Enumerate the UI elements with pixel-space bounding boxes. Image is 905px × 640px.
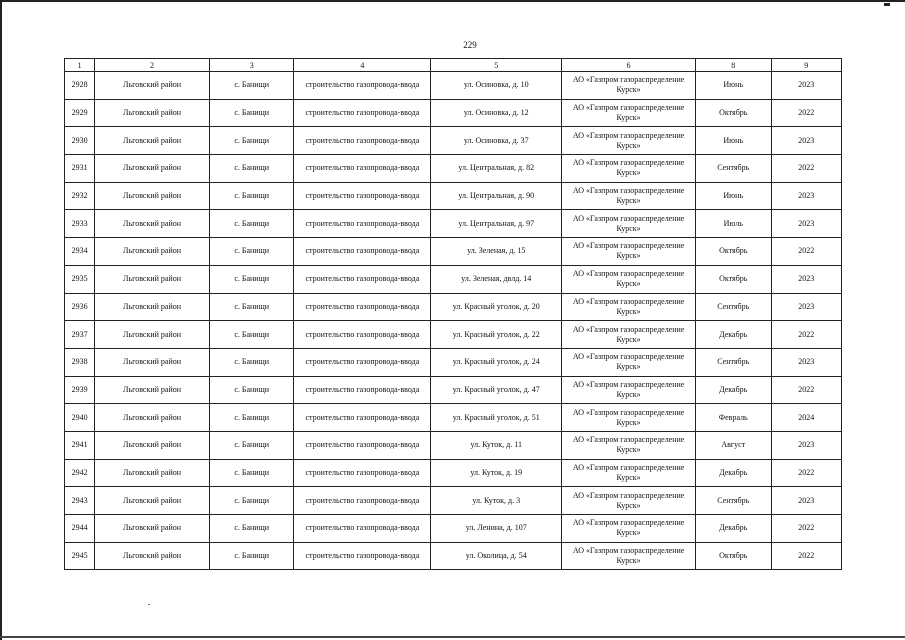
district-cell: Льговский район bbox=[95, 265, 210, 293]
locality-cell: с. Банищи bbox=[209, 238, 294, 266]
work-type-cell: строительство газопровода-ввода bbox=[294, 210, 431, 238]
row-number-cell: 2930 bbox=[65, 127, 95, 155]
row-number-cell: 2933 bbox=[65, 210, 95, 238]
year-cell: 2022 bbox=[771, 155, 842, 183]
district-cell: Льговский район bbox=[95, 459, 210, 487]
locality-cell: с. Банищи bbox=[209, 155, 294, 183]
address-cell: ул. Красный уголок, д. 24 bbox=[431, 348, 562, 376]
work-type-cell: строительство газопровода-ввода bbox=[294, 431, 431, 459]
district-cell: Льговский район bbox=[95, 99, 210, 127]
work-type-cell: строительство газопровода-ввода bbox=[294, 404, 431, 432]
scan-mark bbox=[884, 3, 890, 6]
year-cell: 2022 bbox=[771, 459, 842, 487]
organization-cell: АО «Газпром газораспределение Курск» bbox=[562, 321, 696, 349]
organization-cell: АО «Газпром газораспределение Курск» bbox=[562, 72, 696, 100]
row-number-cell: 2931 bbox=[65, 155, 95, 183]
district-cell: Льговский район bbox=[95, 182, 210, 210]
table-body bbox=[65, 72, 842, 570]
page-border-bottom bbox=[0, 636, 905, 638]
locality-cell: с. Банищи bbox=[209, 542, 294, 570]
district-cell: Льговский район bbox=[95, 348, 210, 376]
district-cell: Льговский район bbox=[95, 238, 210, 266]
month-cell: Декабрь bbox=[696, 459, 771, 487]
column-header: 4 bbox=[294, 59, 431, 72]
year-cell: 2023 bbox=[771, 127, 842, 155]
page-border-left bbox=[0, 0, 2, 640]
year-cell: 2023 bbox=[771, 265, 842, 293]
address-cell: ул. Ленина, д. 107 bbox=[431, 515, 562, 543]
page-border-top bbox=[0, 0, 905, 2]
address-cell: ул. Зеленая, двлд. 14 bbox=[431, 265, 562, 293]
work-type-cell: строительство газопровода-ввода bbox=[294, 293, 431, 321]
row-number-cell: 2942 bbox=[65, 459, 95, 487]
work-type-cell: строительство газопровода-ввода bbox=[294, 348, 431, 376]
address-cell: ул. Осиновка, д. 10 bbox=[431, 72, 562, 100]
locality-cell: с. Банищи bbox=[209, 515, 294, 543]
district-cell: Льговский район bbox=[95, 155, 210, 183]
address-cell: ул. Куток, д. 3 bbox=[431, 487, 562, 515]
work-type-cell: строительство газопровода-ввода bbox=[294, 321, 431, 349]
work-type-cell: строительство газопровода-ввода bbox=[294, 155, 431, 183]
table-row bbox=[65, 238, 842, 266]
address-cell: ул. Зеленая, д. 15 bbox=[431, 238, 562, 266]
row-number-cell: 2936 bbox=[65, 293, 95, 321]
year-cell: 2023 bbox=[771, 431, 842, 459]
row-number-cell: 2944 bbox=[65, 515, 95, 543]
locality-cell: с. Банищи bbox=[209, 487, 294, 515]
organization-cell: АО «Газпром газораспределение Курск» bbox=[562, 348, 696, 376]
work-type-cell: строительство газопровода-ввода bbox=[294, 459, 431, 487]
table-row bbox=[65, 127, 842, 155]
district-cell: Льговский район bbox=[95, 487, 210, 515]
month-cell: Сентябрь bbox=[696, 155, 771, 183]
month-cell: Июнь bbox=[696, 127, 771, 155]
year-cell: 2023 bbox=[771, 182, 842, 210]
table-row bbox=[65, 99, 842, 127]
scan-dot bbox=[148, 604, 150, 605]
address-cell: ул. Куток, д. 19 bbox=[431, 459, 562, 487]
month-cell: Февраль bbox=[696, 404, 771, 432]
organization-cell: АО «Газпром газораспределение Курск» bbox=[562, 99, 696, 127]
month-cell: Июль bbox=[696, 210, 771, 238]
district-cell: Льговский район bbox=[95, 515, 210, 543]
year-cell: 2022 bbox=[771, 515, 842, 543]
year-cell: 2022 bbox=[771, 238, 842, 266]
organization-cell: АО «Газпром газораспределение Курск» bbox=[562, 127, 696, 155]
table-row bbox=[65, 155, 842, 183]
work-type-cell: строительство газопровода-ввода bbox=[294, 487, 431, 515]
month-cell: Октябрь bbox=[696, 238, 771, 266]
district-cell: Льговский район bbox=[95, 293, 210, 321]
table-row bbox=[65, 293, 842, 321]
work-type-cell: строительство газопровода-ввода bbox=[294, 542, 431, 570]
column-header: 5 bbox=[431, 59, 562, 72]
year-cell: 2022 bbox=[771, 321, 842, 349]
address-cell: ул. Красный уголок, д. 20 bbox=[431, 293, 562, 321]
table-row bbox=[65, 321, 842, 349]
address-cell: ул. Центральная, д. 90 bbox=[431, 182, 562, 210]
organization-cell: АО «Газпром газораспределение Курск» bbox=[562, 404, 696, 432]
district-cell: Льговский район bbox=[95, 376, 210, 404]
work-type-cell: строительство газопровода-ввода bbox=[294, 515, 431, 543]
row-number-cell: 2934 bbox=[65, 238, 95, 266]
locality-cell: с. Банищи bbox=[209, 293, 294, 321]
locality-cell: с. Банищи bbox=[209, 265, 294, 293]
table-row bbox=[65, 182, 842, 210]
month-cell: Сентябрь bbox=[696, 487, 771, 515]
organization-cell: АО «Газпром газораспределение Курск» bbox=[562, 182, 696, 210]
year-cell: 2023 bbox=[771, 348, 842, 376]
year-cell: 2023 bbox=[771, 293, 842, 321]
locality-cell: с. Банищи bbox=[209, 431, 294, 459]
locality-cell: с. Банищи bbox=[209, 182, 294, 210]
work-type-cell: строительство газопровода-ввода bbox=[294, 127, 431, 155]
address-cell: ул. Красный уголок, д. 51 bbox=[431, 404, 562, 432]
row-number-cell: 2945 bbox=[65, 542, 95, 570]
row-number-cell: 2937 bbox=[65, 321, 95, 349]
district-cell: Льговский район bbox=[95, 72, 210, 100]
column-number-row bbox=[65, 59, 842, 72]
year-cell: 2023 bbox=[771, 72, 842, 100]
organization-cell: АО «Газпром газораспределение Курск» bbox=[562, 542, 696, 570]
month-cell: Октябрь bbox=[696, 99, 771, 127]
row-number-cell: 2929 bbox=[65, 99, 95, 127]
year-cell: 2023 bbox=[771, 210, 842, 238]
table-row bbox=[65, 542, 842, 570]
table-row bbox=[65, 72, 842, 100]
organization-cell: АО «Газпром газораспределение Курск» bbox=[562, 293, 696, 321]
row-number-cell: 2938 bbox=[65, 348, 95, 376]
year-cell: 2024 bbox=[771, 404, 842, 432]
table-row bbox=[65, 404, 842, 432]
locality-cell: с. Банищи bbox=[209, 376, 294, 404]
year-cell: 2022 bbox=[771, 376, 842, 404]
organization-cell: АО «Газпром газораспределение Курск» bbox=[562, 265, 696, 293]
table-row bbox=[65, 431, 842, 459]
table-row bbox=[65, 376, 842, 404]
work-type-cell: строительство газопровода-ввода bbox=[294, 72, 431, 100]
row-number-cell: 2943 bbox=[65, 487, 95, 515]
row-number-cell: 2935 bbox=[65, 265, 95, 293]
row-number-cell: 2928 bbox=[65, 72, 95, 100]
table-row bbox=[65, 459, 842, 487]
year-cell: 2022 bbox=[771, 542, 842, 570]
month-cell: Август bbox=[696, 431, 771, 459]
month-cell: Сентябрь bbox=[696, 348, 771, 376]
district-cell: Льговский район bbox=[95, 321, 210, 349]
organization-cell: АО «Газпром газораспределение Курск» bbox=[562, 431, 696, 459]
column-header: 3 bbox=[209, 59, 294, 72]
organization-cell: АО «Газпром газораспределение Курск» bbox=[562, 459, 696, 487]
address-cell: ул. Красный уголок, д. 47 bbox=[431, 376, 562, 404]
address-cell: ул. Осиновка, д. 12 bbox=[431, 99, 562, 127]
row-number-cell: 2941 bbox=[65, 431, 95, 459]
row-number-cell: 2932 bbox=[65, 182, 95, 210]
month-cell: Июнь bbox=[696, 182, 771, 210]
organization-cell: АО «Газпром газораспределение Курск» bbox=[562, 487, 696, 515]
month-cell: Июнь bbox=[696, 72, 771, 100]
table-row bbox=[65, 487, 842, 515]
organization-cell: АО «Газпром газораспределение Курск» bbox=[562, 210, 696, 238]
locality-cell: с. Банищи bbox=[209, 72, 294, 100]
work-type-cell: строительство газопровода-ввода bbox=[294, 238, 431, 266]
locality-cell: с. Банищи bbox=[209, 321, 294, 349]
column-header: 6 bbox=[562, 59, 696, 72]
row-number-cell: 2939 bbox=[65, 376, 95, 404]
registry-table bbox=[64, 58, 842, 570]
column-header: 1 bbox=[65, 59, 95, 72]
district-cell: Льговский район bbox=[95, 542, 210, 570]
column-header: 9 bbox=[771, 59, 842, 72]
address-cell: ул. Красный уголок, д. 22 bbox=[431, 321, 562, 349]
month-cell: Сентябрь bbox=[696, 293, 771, 321]
locality-cell: с. Банищи bbox=[209, 404, 294, 432]
work-type-cell: строительство газопровода-ввода bbox=[294, 182, 431, 210]
column-header: 8 bbox=[696, 59, 771, 72]
organization-cell: АО «Газпром газораспределение Курск» bbox=[562, 376, 696, 404]
month-cell: Октябрь bbox=[696, 265, 771, 293]
month-cell: Декабрь bbox=[696, 321, 771, 349]
row-number-cell: 2940 bbox=[65, 404, 95, 432]
month-cell: Октябрь bbox=[696, 542, 771, 570]
table-row bbox=[65, 348, 842, 376]
address-cell: ул. Околица, д. 54 bbox=[431, 542, 562, 570]
address-cell: ул. Центральная, д. 97 bbox=[431, 210, 562, 238]
table-row bbox=[65, 265, 842, 293]
year-cell: 2023 bbox=[771, 487, 842, 515]
locality-cell: с. Банищи bbox=[209, 210, 294, 238]
organization-cell: АО «Газпром газораспределение Курск» bbox=[562, 238, 696, 266]
district-cell: Льговский район bbox=[95, 431, 210, 459]
work-type-cell: строительство газопровода-ввода bbox=[294, 265, 431, 293]
table-row bbox=[65, 210, 842, 238]
work-type-cell: строительство газопровода-ввода bbox=[294, 376, 431, 404]
district-cell: Льговский район bbox=[95, 210, 210, 238]
month-cell: Декабрь bbox=[696, 515, 771, 543]
locality-cell: с. Банищи bbox=[209, 99, 294, 127]
year-cell: 2022 bbox=[771, 99, 842, 127]
organization-cell: АО «Газпром газораспределение Курск» bbox=[562, 515, 696, 543]
district-cell: Льговский район bbox=[95, 404, 210, 432]
locality-cell: с. Банищи bbox=[209, 348, 294, 376]
district-cell: Льговский район bbox=[95, 127, 210, 155]
address-cell: ул. Центральная, д. 82 bbox=[431, 155, 562, 183]
address-cell: ул. Осиновка, д. 37 bbox=[431, 127, 562, 155]
organization-cell: АО «Газпром газораспределение Курск» bbox=[562, 155, 696, 183]
address-cell: ул. Куток, д. 11 bbox=[431, 431, 562, 459]
locality-cell: с. Банищи bbox=[209, 127, 294, 155]
page-number: 229 bbox=[463, 40, 477, 50]
work-type-cell: строительство газопровода-ввода bbox=[294, 99, 431, 127]
column-header: 2 bbox=[95, 59, 210, 72]
locality-cell: с. Банищи bbox=[209, 459, 294, 487]
table-row bbox=[65, 515, 842, 543]
month-cell: Декабрь bbox=[696, 376, 771, 404]
